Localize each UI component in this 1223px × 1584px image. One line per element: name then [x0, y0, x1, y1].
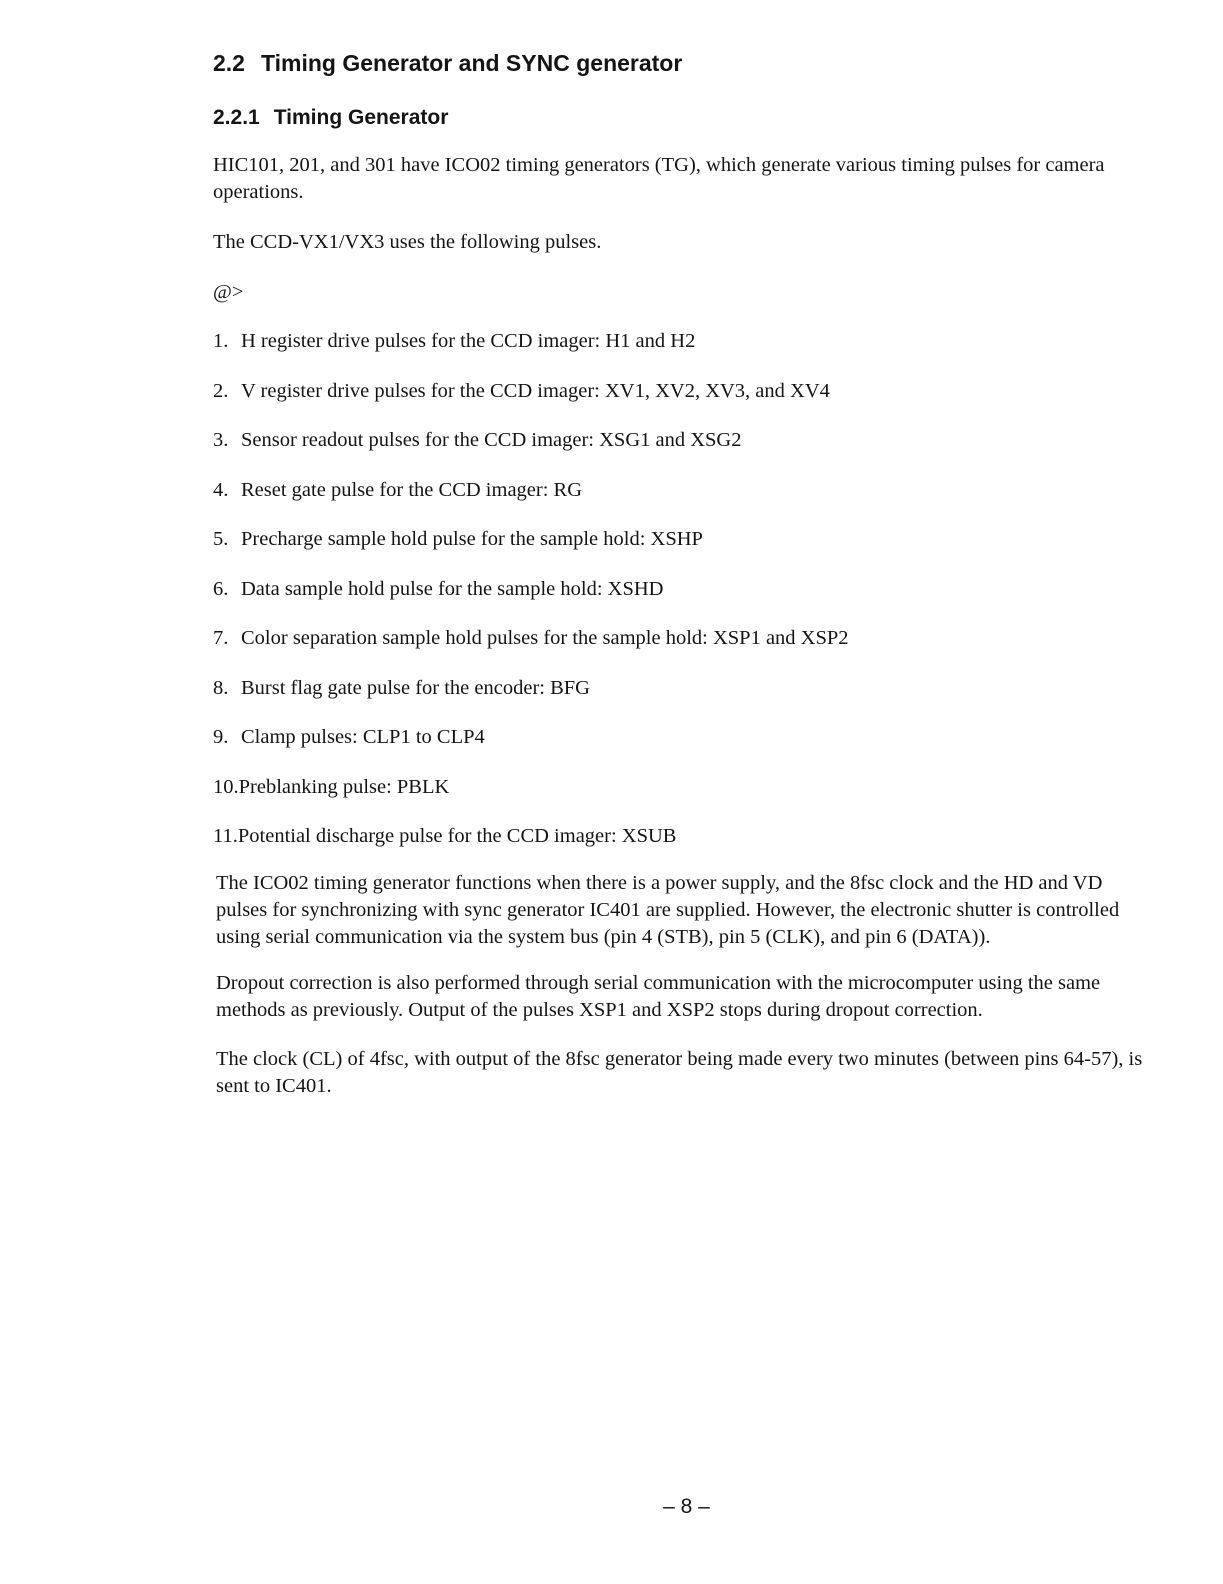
- list-item-number: 7.: [213, 627, 229, 649]
- list-item-number: 6.: [213, 577, 229, 600]
- list-item-number: 1.: [213, 330, 229, 352]
- pulse-list: [213, 328, 849, 873]
- list-item-number: 11.: [213, 825, 238, 847]
- list-item-text: Precharge sample hold pulse for the sample hold: XSHP: [241, 528, 703, 550]
- list-item-number: 2.: [213, 379, 229, 402]
- list-item-text: Color separation sample hold pulses for the sample hold: XSP1 and XSP2: [241, 627, 849, 649]
- list-item-text: H register drive pulses for the CCD imager: H1 and H2: [241, 330, 696, 352]
- list-item-text: Reset gate pulse for the CCD imager: RG: [241, 478, 583, 501]
- uses-paragraph: The CCD-VX1/VX3 uses the following pulses.: [213, 231, 602, 253]
- section-title: Timing Generator and SYNC generator: [260, 50, 683, 76]
- list-item: [213, 675, 849, 725]
- list-item: [213, 378, 849, 428]
- list-item-text: Preblanking pulse: PBLK: [238, 775, 450, 798]
- intro-paragraph: HIC101, 201, and 301 have ICO02 timing generators (TG), which generate various timing pulses for camera operations.: [213, 154, 1105, 203]
- page-number-text: – 8 –: [663, 1495, 710, 1518]
- list-item: [213, 823, 849, 873]
- subsection-number: 2.2.1: [213, 106, 260, 129]
- list-item-text: Burst flag gate pulse for the encoder: BFG: [241, 676, 590, 699]
- list-item-text: Potential discharge pulse for the CCD imager: XSUB: [237, 825, 677, 847]
- list-marker: @>: [213, 281, 244, 303]
- subsection-title: Timing Generator: [273, 106, 449, 129]
- list-item-text: Clamp pulses: CLP1 to CLP4: [241, 726, 485, 748]
- dropout-paragraph: Dropout correction is also performed through serial communication with the microcomputer using the same methods as previously. Output of the pulses XSP1 and XSP2 stops during dropout correction.: [216, 972, 1101, 1021]
- list-item-text: Data sample hold pulse for the sample hold: XSHD: [241, 577, 664, 600]
- list-item: [213, 576, 849, 626]
- list-item-text: V register drive pulses for the CCD imager: XV1, XV2, XV3, and XV4: [241, 379, 830, 402]
- list-item-number: 8.: [213, 676, 229, 699]
- list-item-text: Sensor readout pulses for the CCD imager: XSG1 and XSG2: [241, 429, 742, 451]
- clock-paragraph: The clock (CL) of 4fsc, with output of the 8fsc generator being made every two minutes (between pins 64-57), is sent to IC401.: [216, 1048, 1143, 1097]
- list-item: [213, 526, 849, 576]
- list-item: [213, 724, 849, 774]
- list-item-number: 5.: [213, 528, 229, 550]
- list-item: [213, 477, 849, 527]
- list-item: [213, 625, 849, 675]
- list-item-number: 9.: [213, 726, 229, 748]
- function-paragraph: The ICO02 timing generator functions when there is a power supply, and the 8fsc clock and the HD and VD pulses for synchronizing with sync generator IC401 are supplied. However, the electronic shutter is controlled using serial communication via the system bus (pin 4 (STB), pin 5 (CLK), and pin 6 (DATA)).: [216, 872, 1120, 948]
- list-item-number: 3.: [213, 429, 229, 451]
- list-item: [213, 774, 849, 824]
- section-heading: [213, 50, 682, 77]
- list-item-number: 4.: [213, 478, 229, 501]
- subsection-heading: [213, 106, 448, 130]
- list-item: [213, 328, 849, 378]
- list-item: [213, 427, 849, 477]
- section-number: 2.2: [213, 50, 245, 76]
- page-number: [0, 1495, 1223, 1519]
- list-item-number: 10.: [213, 775, 239, 798]
